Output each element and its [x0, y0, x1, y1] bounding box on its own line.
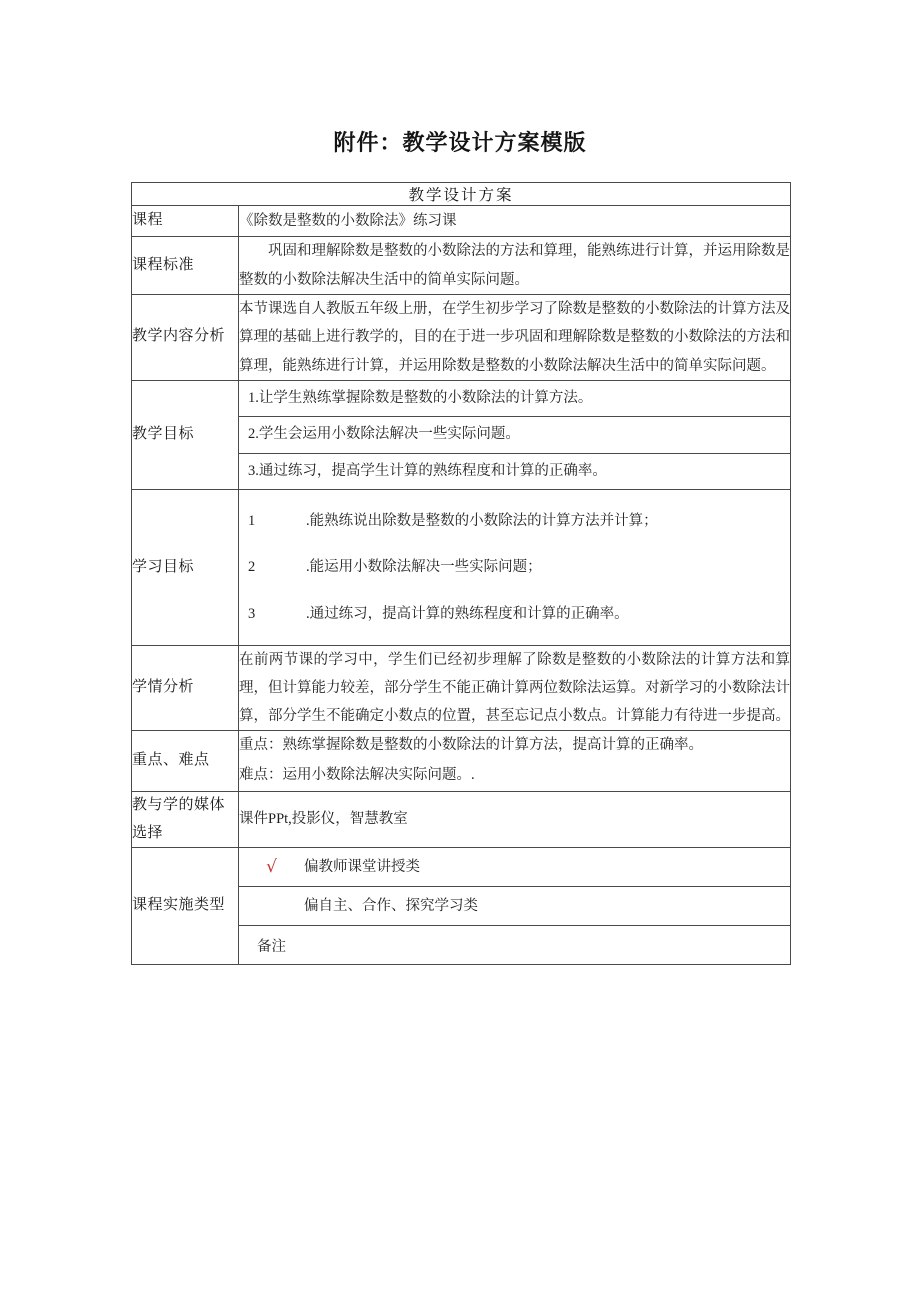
study-goal-number: 1	[248, 513, 256, 530]
row-label-standard: 课程标准	[132, 237, 239, 295]
row-label-implementation-type: 课程实施类型	[132, 848, 239, 965]
table-row-content-analysis	[132, 294, 791, 380]
study-goal-text: .能运用小数除法解决一些实际问题；	[306, 559, 542, 576]
table-row-learner-analysis	[132, 645, 791, 731]
row-value-key-difficult	[239, 731, 791, 791]
row-label-learner-analysis: 学情分析	[132, 645, 239, 731]
note-label: 备注	[257, 938, 286, 955]
row-value-learner-analysis: 在前两节课的学习中，学生们已经初步理解了除数是整数的小数除法的计算方法和算理，但计算能力较差，部分学生不能正确计算两位数除法运算。对新学习的小数除法计算，部分学生不能确定小数点的位置，甚至忘记点小数点。计算能力有待进一步提高。	[239, 645, 791, 731]
note-value[interactable]	[304, 926, 790, 965]
table-row-implementation-type	[132, 848, 791, 965]
row-value-content-analysis: 本节课选自人教版五年级上册，在学生初步学习了除数是整数的小数除法的计算方法及算理的基础上进行教学的，目的在于进一步巩固和理解除数是整数的小数除法的方法和算理，能熟练进行计算，并运用除数是整数的小数除法解决生活中的简单实际问题。	[239, 294, 791, 380]
table-row-course	[132, 206, 791, 237]
study-goal-text: .能熟练说出除数是整数的小数除法的计算方法并计算；	[306, 513, 658, 530]
row-label-study-goals: 学习目标	[132, 490, 239, 645]
implementation-option-checkbox[interactable]	[239, 848, 304, 887]
implementation-option-row[interactable]	[239, 887, 790, 926]
implementation-option-row[interactable]	[239, 848, 790, 887]
row-label-teaching-goals: 教学目标	[132, 380, 239, 490]
key-point-text: 重点：熟练掌握除数是整数的小数除法的计算方法，提高计算的正确率。	[239, 737, 703, 754]
row-value-media: 课件PPt,投影仪，智慧教室	[239, 791, 791, 848]
implementation-note-row	[239, 926, 790, 965]
implementation-option-checkbox[interactable]	[239, 887, 304, 926]
row-label-key-difficult: 重点、难点	[132, 731, 239, 791]
study-goal-item	[248, 591, 782, 637]
row-label-media: 教与学的媒体选择	[132, 791, 239, 848]
teaching-goal-item: 1.让学生熟练掌握除数是整数的小数除法的计算方法。	[239, 381, 790, 417]
teaching-goal-item: 2.学生会运用小数除法解决一些实际问题。	[239, 417, 790, 454]
table-row-key-difficult	[132, 731, 791, 791]
implementation-option-label: 偏自主、合作、探究学习类	[304, 887, 790, 926]
row-label-course: 课程	[132, 206, 239, 237]
table-row-header	[132, 183, 791, 206]
implementation-option-label: 偏教师课堂讲授类	[304, 848, 790, 887]
table-row-teaching-goals	[132, 380, 791, 490]
study-goal-number: 3	[248, 605, 256, 622]
row-value-teaching-goals	[239, 380, 791, 490]
row-value-course: 《除数是整数的小数除法》练习课	[239, 206, 791, 237]
teaching-goal-item: 3.通过练习，提高学生计算的熟练程度和计算的正确率。	[248, 462, 607, 479]
teaching-plan-table	[131, 182, 791, 965]
study-goal-item	[248, 544, 782, 590]
row-value-study-goals	[239, 490, 791, 645]
table-header-title: 教学设计方案	[132, 183, 791, 206]
check-icon: √	[266, 857, 277, 878]
study-goal-item	[248, 498, 782, 544]
study-goal-text: .通过练习，提高计算的熟练程度和计算的正确率。	[306, 605, 629, 622]
table-row-media	[132, 791, 791, 848]
page-title: 附件：教学设计方案模版	[333, 130, 587, 155]
row-label-content-analysis: 教学内容分析	[132, 294, 239, 380]
row-value-implementation-type	[239, 848, 791, 965]
table-row-standard	[132, 237, 791, 295]
study-goal-number: 2	[248, 559, 256, 576]
table-row-study-goals	[132, 490, 791, 645]
difficult-point-text: 难点：运用小数除法解决实际问题。.	[239, 767, 475, 784]
row-value-standard: 巩固和理解除数是整数的小数除法的方法和算理，能熟练进行计算，并运用除数是整数的小数除法解决生活中的简单实际问题。	[239, 237, 791, 295]
